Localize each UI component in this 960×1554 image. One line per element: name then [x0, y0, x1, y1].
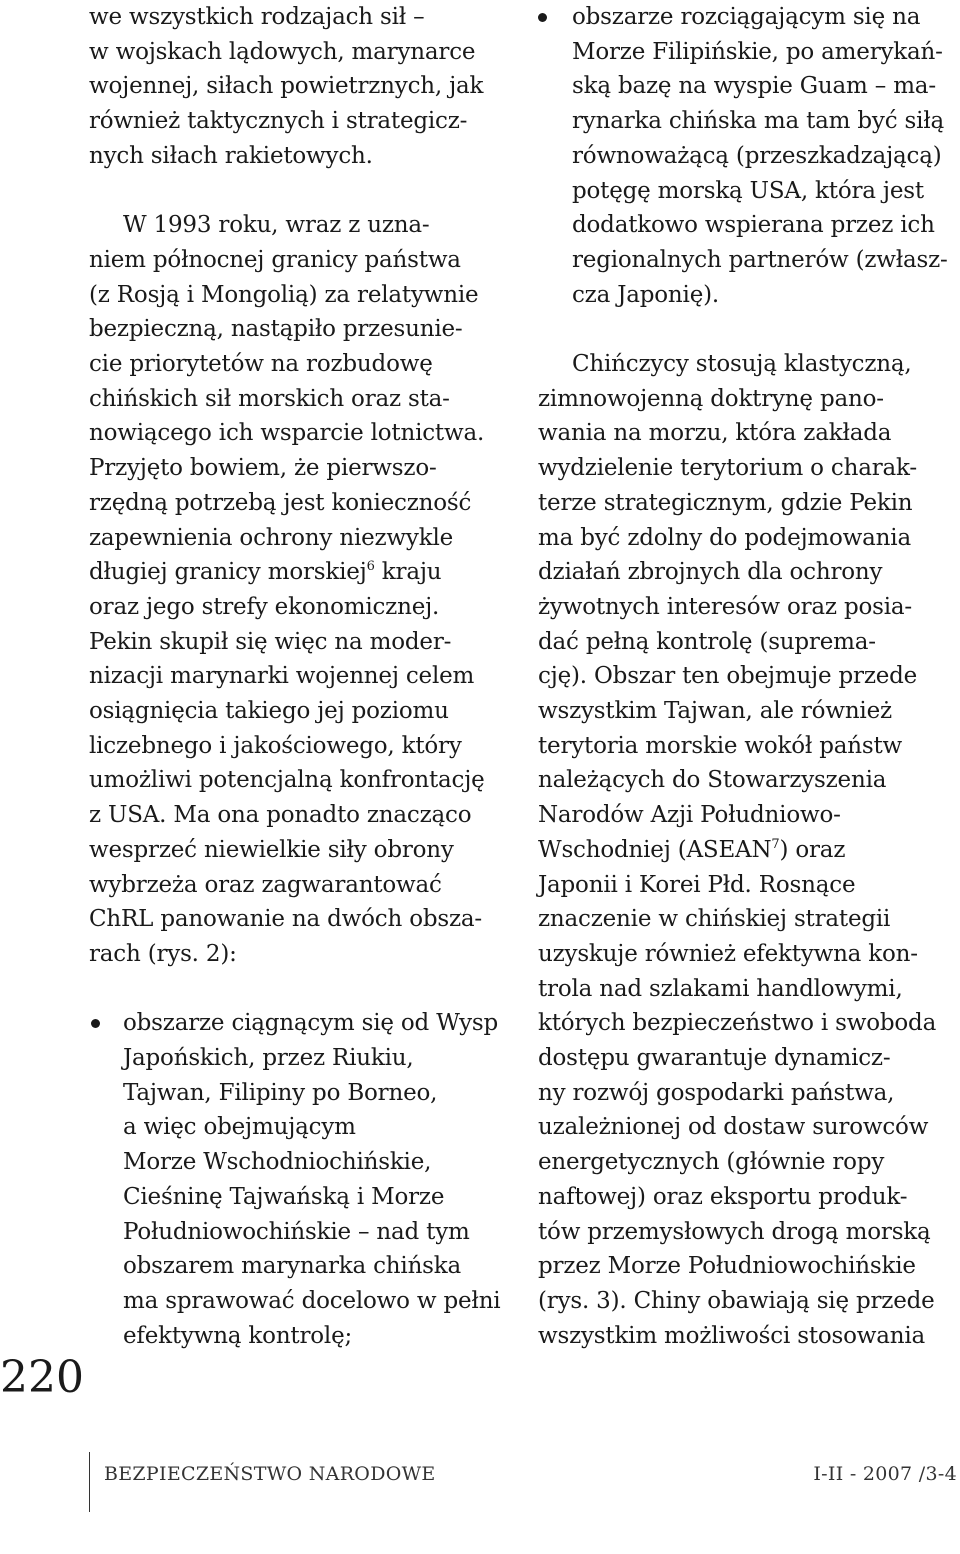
text-line: wania na morzu, która zakłada — [538, 420, 892, 447]
text-line: niem północnej granicy państwa — [89, 246, 461, 273]
text-line: Narodów Azji Południowo- — [538, 802, 841, 829]
text-line: Morze Wschodniochińskie, — [123, 1149, 432, 1176]
text-line: ma być zdolny do podejmowania — [538, 524, 911, 551]
text-line: znaczenie w chińskiej strategii — [538, 906, 891, 933]
text-line: rach (rys. 2): — [89, 940, 237, 967]
text-line: nych siłach rakietowych. — [89, 142, 373, 169]
footer-issue: I-II - 2007 /3-4 — [813, 1463, 957, 1485]
text-line: wszystkim możliwości stosowania — [538, 1322, 926, 1349]
text-line: tów przemysłowych drogą morską — [538, 1218, 931, 1245]
text-line: (z Rosją i Mongolią) za relatywnie — [89, 281, 479, 308]
text-segment: długiej granicy morskiej — [89, 559, 367, 586]
text-line: uzyskuje również efektywna kon- — [538, 940, 918, 967]
text-line — [538, 833, 960, 868]
text-line: efektywną kontrolę; — [123, 1322, 353, 1349]
footer-divider — [89, 1452, 90, 1512]
text-line: Tajwan, Filipiny po Borneo, — [123, 1079, 438, 1106]
text-line: bezpieczną, nastąpiło przesunie- — [89, 316, 463, 343]
text-line: terytoria morskie wokół państw — [538, 732, 903, 759]
text-line: uzależnionej od dostaw surowców — [538, 1114, 929, 1141]
main-paragraph — [89, 208, 509, 971]
text-line: nizacji marynarki wojennej celem — [89, 663, 475, 690]
text-line: energetycznych (głównie ropy — [538, 1149, 885, 1176]
bullet-item — [538, 0, 960, 312]
text-line: dodatkowo wspierana przez ich — [572, 212, 935, 239]
text-line: zimnowojenną doktrynę pano- — [538, 385, 884, 412]
text-line: równoważącą (przeszkadzającą) — [572, 142, 942, 169]
text-line: ską bazę na wyspie Guam – ma- — [572, 73, 936, 100]
text-line: przez Morze Południowochińskie — [538, 1253, 916, 1280]
text-line: z USA. Ma ona ponadto znacząco — [89, 802, 472, 829]
bullet-icon — [91, 1019, 100, 1028]
text-line: Pekin skupił się więc na moder- — [89, 628, 452, 655]
text-line: chińskich sił morskich oraz sta- — [89, 385, 450, 412]
text-line: Morze Filipińskie, po amerykań- — [572, 38, 943, 65]
text-line: rynarka chińska ma tam być siłą — [572, 108, 945, 135]
text-line: Przyjęto bowiem, że pierwszo- — [89, 455, 437, 482]
bullet-icon — [538, 13, 547, 22]
text-line — [89, 555, 509, 590]
text-segment: ) oraz — [779, 836, 846, 863]
text-line: Południowochińskie – nad tym — [123, 1218, 470, 1245]
text-line: ma sprawować docelowo w pełni — [123, 1287, 501, 1314]
left-column — [89, 0, 509, 1353]
text-line: naftowej) oraz eksportu produk- — [538, 1183, 908, 1210]
text-line: ChRL panowanie na dwóch obsza- — [89, 906, 482, 933]
page-number: 220 — [0, 1352, 84, 1403]
text-line: we wszystkich rodzajach sił – — [89, 4, 425, 30]
text-line: w wojskach lądowych, marynarce — [89, 38, 476, 65]
text-line: wszystkim Tajwan, ale również — [538, 698, 892, 725]
text-line: W 1993 roku, wraz z uzna- — [123, 212, 430, 239]
text-line: trola nad szlakami handlowymi, — [538, 975, 903, 1002]
right-column — [538, 0, 960, 1353]
text-line: Chińczycy stosują klastyczną, — [572, 351, 912, 378]
text-line: wybrzeża oraz zagwarantować — [89, 871, 442, 898]
text-line: obszarem marynarka chińska — [123, 1253, 462, 1280]
text-line: cza Japonię). — [572, 281, 719, 308]
text-line: (rys. 3). Chiny obawiają się przede — [538, 1288, 935, 1314]
text-line: wojennej, siłach powietrznych, jak — [89, 73, 484, 100]
text-line: ny rozwój gospodarki państwa, — [538, 1079, 895, 1106]
text-line: potęgę morską USA, która jest — [572, 177, 924, 204]
text-segment: Wschodniej (ASEAN — [538, 836, 772, 863]
footnote-ref-7: 7 — [771, 836, 780, 852]
footer-journal-title: BEZPIECZEŃSTWO NARODOWE — [104, 1463, 436, 1485]
text-line: żywotnych interesów oraz posia- — [538, 593, 912, 620]
text-segment: kraju — [374, 559, 442, 586]
text-line: obszarze rozciągającym się na — [572, 4, 921, 30]
text-line: cję). Obszar ten obejmuje przede — [538, 663, 918, 690]
main-paragraph — [538, 347, 960, 1353]
text-line: Cieśninę Tajwańską i Morze — [123, 1183, 445, 1210]
text-line: cie priorytetów na rozbudowę — [89, 351, 433, 378]
text-line: liczebnego i jakościowego, który — [89, 732, 462, 759]
text-line: również taktycznych i strategicz- — [89, 108, 468, 135]
text-line: umożliwi potencjalną konfrontację — [89, 767, 485, 794]
text-line: obszarze ciągnącym się od Wysp — [123, 1010, 499, 1037]
text-line: zapewnienia ochrony niezwykle — [89, 524, 454, 551]
text-line: osiągnięcia takiego jej poziomu — [89, 698, 449, 725]
text-line: regionalnych partnerów (zwłasz- — [572, 246, 948, 273]
text-line: Japonii i Korei Płd. Rosnące — [538, 871, 856, 898]
text-line: terze strategicznym, gdzie Pekin — [538, 489, 913, 516]
footnote-ref-6: 6 — [366, 559, 375, 575]
text-line: dostępu gwarantuje dynamicz- — [538, 1045, 891, 1072]
text-line: wydzielenie terytorium o charak- — [538, 455, 917, 482]
text-line: należących do Stowarzyszenia — [538, 767, 887, 794]
text-line: a więc obejmującym — [123, 1114, 356, 1141]
text-line: nowiącego ich wsparcie lotnictwa. — [89, 420, 485, 447]
intro-text — [89, 0, 509, 174]
text-line: wesprzeć niewielkie siły obrony — [89, 836, 454, 863]
bullet-item — [89, 1006, 509, 1353]
text-line: dać pełną kontrolę (suprema- — [538, 628, 876, 655]
text-line: działań zbrojnych dla ochrony — [538, 559, 883, 586]
text-line: oraz jego strefy ekonomicznej. — [89, 593, 440, 620]
text-line: Japońskich, przez Riukiu, — [123, 1045, 414, 1072]
text-line: rzędną potrzebą jest konieczność — [89, 489, 472, 516]
text-line: których bezpieczeństwo i swoboda — [538, 1010, 937, 1037]
